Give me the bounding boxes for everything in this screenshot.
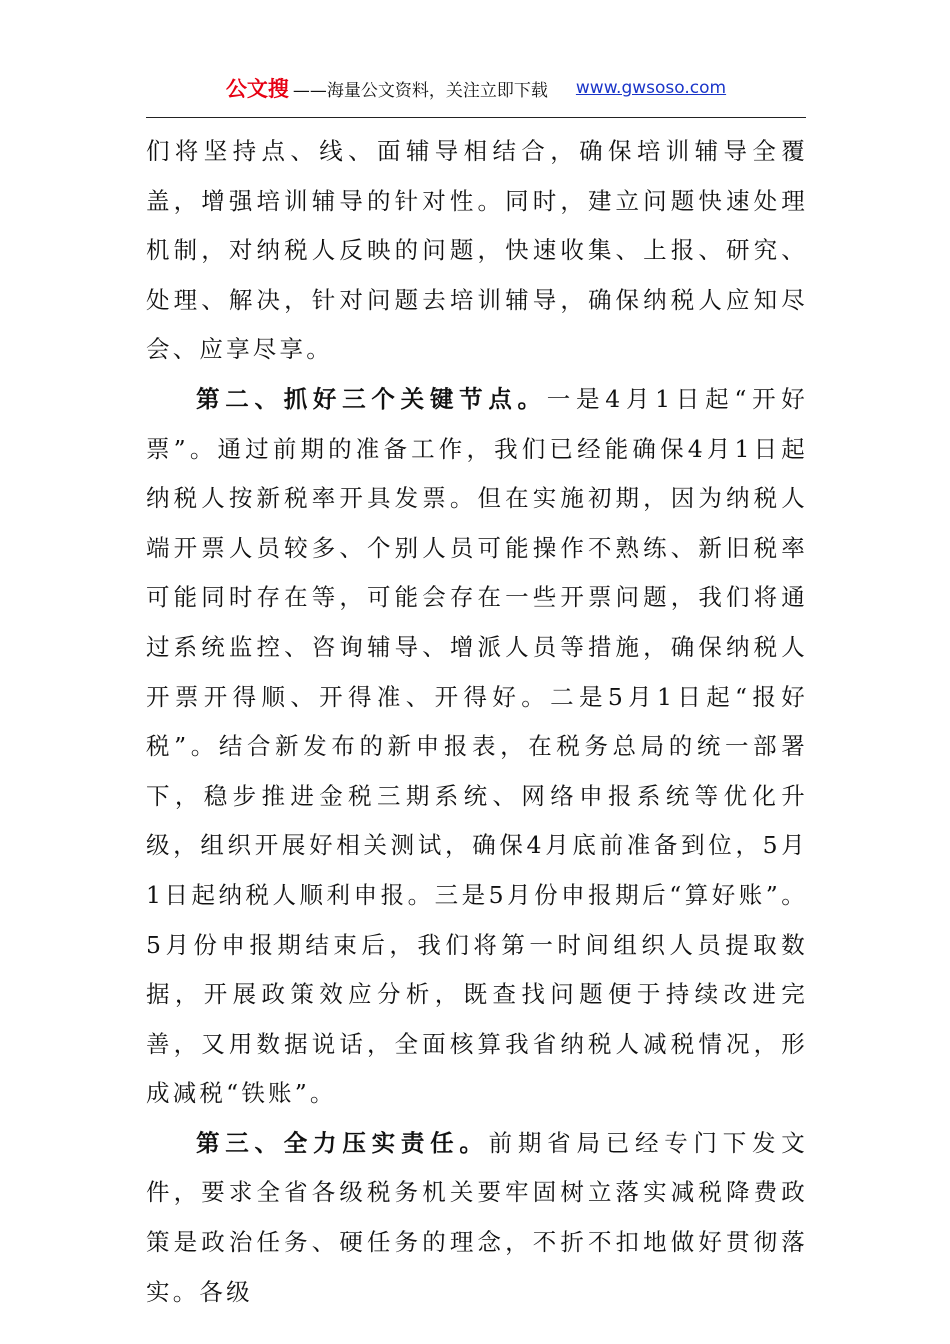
- header-divider: [146, 117, 806, 118]
- document-body: [146, 127, 808, 1317]
- section-heading-2: 第二、抓好三个关键节点。: [196, 384, 547, 413]
- paragraph-1: [146, 127, 808, 375]
- paragraph-3: [146, 1119, 808, 1317]
- paragraph-3-text: 前期省局已经专门下发文件，要求全省各级税务机关要牢固树立落实减税降费政策是政治任务、硬任务的理念，不折不扣地做好贯彻落实。各级: [146, 1128, 809, 1306]
- section-heading-3: 第三、全力压实责任。: [196, 1128, 489, 1157]
- paragraph-1-text: 们将坚持点、线、面辅导相结合，确保培训辅导全覆盖，增强培训辅导的针对性。同时，建立问题快速处理机制，对纳税人反映的问题，快速收集、上报、研究、处理、解决，针对问题去培训辅导，确保纳税人应知尽会、应享尽享。: [146, 137, 808, 364]
- paragraph-2: [146, 375, 808, 1119]
- brand-logo-text: 公文搜: [225, 77, 289, 101]
- page-header: [146, 70, 806, 106]
- website-link[interactable]: www.gwsoso.com: [575, 78, 727, 98]
- paragraph-2-text: 一是4月1日起“开好票”。通过前期的准备工作，我们已经能确保4月1日起纳税人按新税率开具发票。但在实施初期，因为纳税人端开票人员较多、个别人员可能操作不熟练、新旧税率可能同时存在等，可能会存在一些开票问题，我们将通过系统监控、咨询辅导、增派人员等措施，确保纳税人开票开得顺、开得准、开得好。二是5月1日起“报好税”。结合新发布的新申报表，在税务总局的统一部署下，稳步推进金税三期系统、网络申报系统等优化升级，组织开展好相关测试，确保4月底前准备到位，5月1日起纳税人顺利申报。三是5月份申报期后“算好账”。5月份申报期结束后，我们将第一时间组织人员提取数据，开展政策效应分析，既查找问题便于持续改进完善，又用数据说话，全面核算我省纳税人减税情况，形成减税“铁账”。: [146, 384, 809, 1108]
- header-tagline: ——海量公文资料，关注立即下载: [292, 80, 548, 101]
